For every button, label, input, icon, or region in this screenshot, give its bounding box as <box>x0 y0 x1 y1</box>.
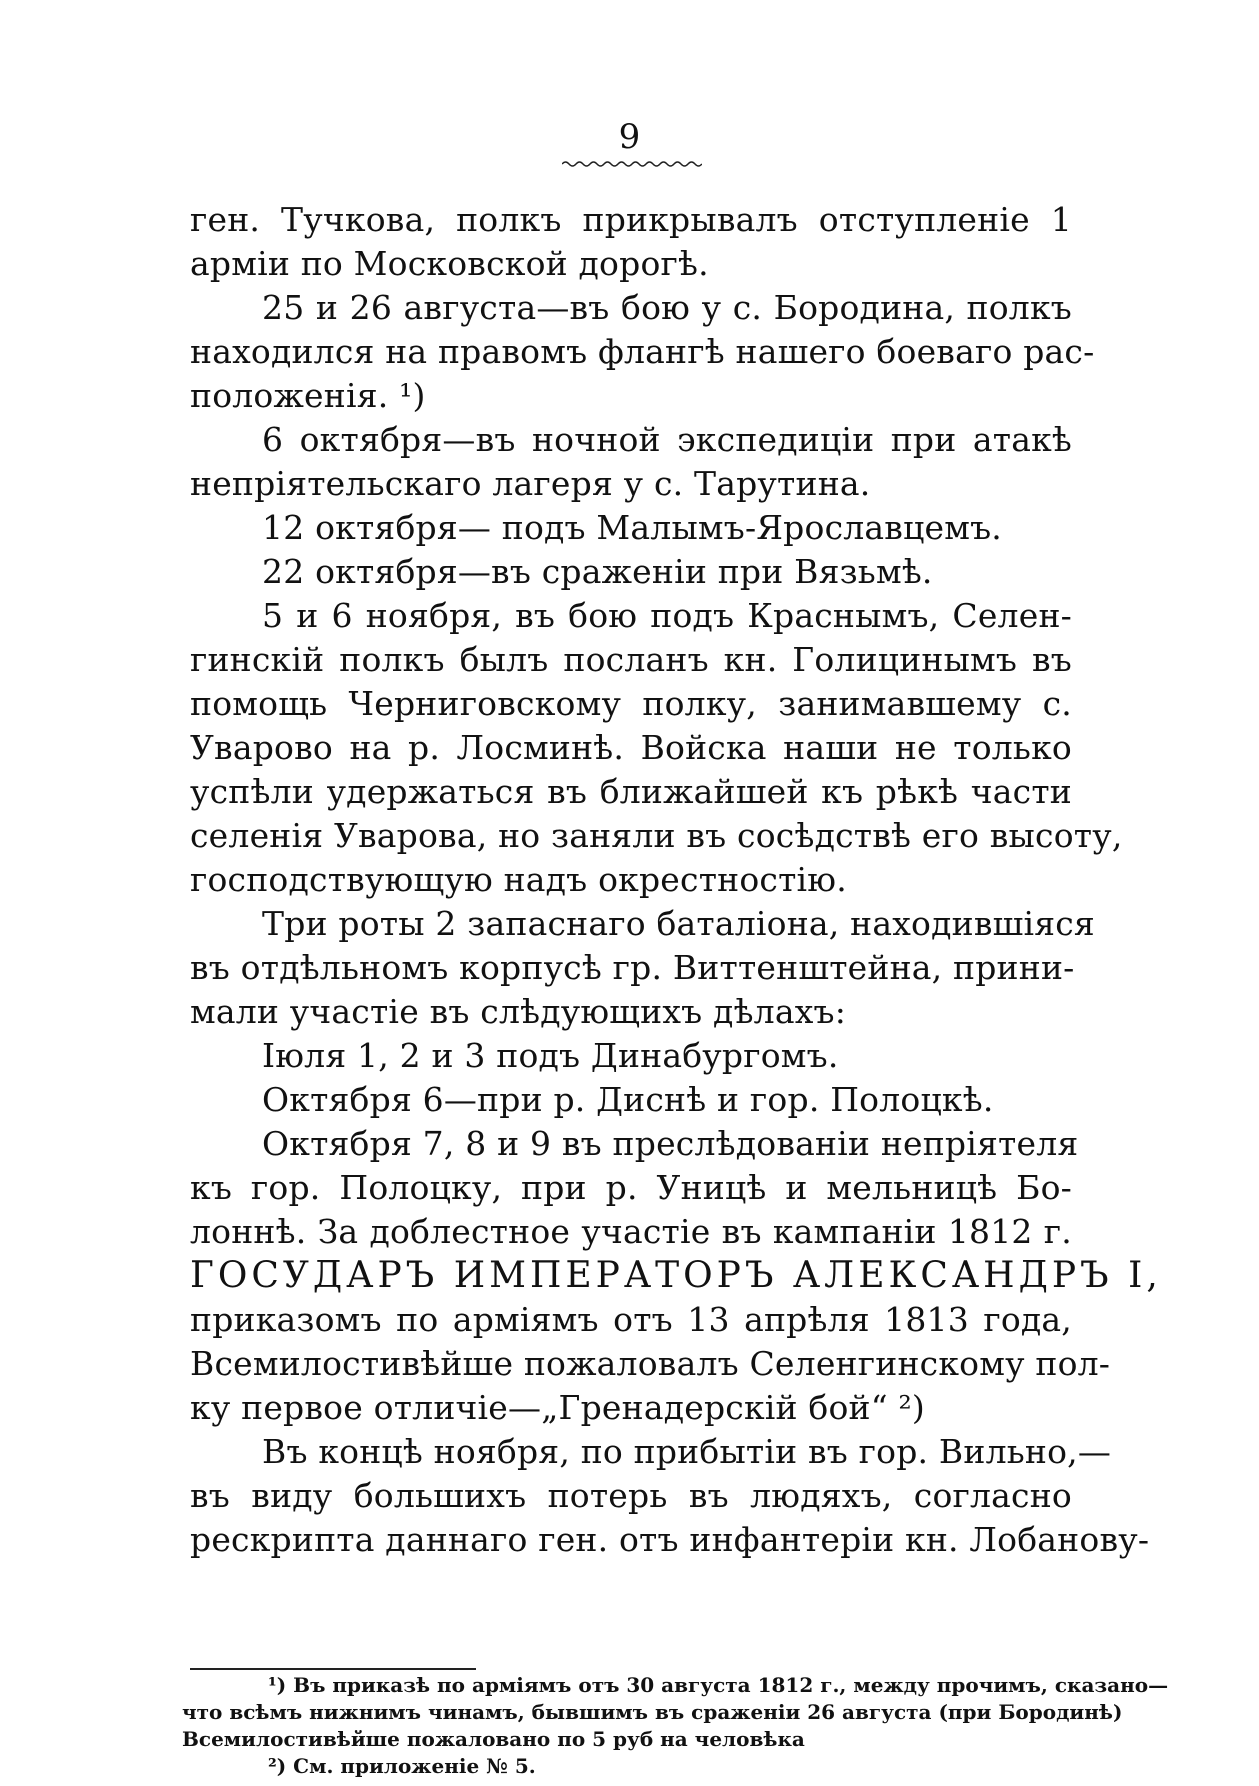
body-text <box>190 198 1162 1562</box>
text-line: селенія Уварова, но заняли въ сосѣдствѣ его высоту, <box>190 816 1123 855</box>
text-line: помощь Черниговскому полку, занимавшему с. <box>190 684 1072 723</box>
footnote-line: что всѣмъ нижнимъ чинамъ, бывшимъ въ сраженіи 26 августа (при Бородинѣ) <box>182 1700 1123 1724</box>
text-line: арміи по Московской дорогѣ. <box>190 244 709 283</box>
wavy-ornament <box>562 160 702 168</box>
footnote-line: Всемилостивѣйше пожаловано по 5 руб на человѣка <box>182 1727 805 1751</box>
text-line: положенія. ¹) <box>190 376 426 415</box>
text-line: гинскій полкъ былъ посланъ кн. Голицинымъ въ <box>190 640 1072 679</box>
text-line: 25 и 26 августа—въ бою у с. Бородина, полкъ <box>262 288 1072 327</box>
text-line: приказомъ по арміямъ отъ 13 апрѣля 1813 года, <box>190 1300 1072 1339</box>
text-line: 22 октября—въ сраженіи при Вязьмѣ. <box>262 552 933 591</box>
text-line: въ отдѣльномъ корпусѣ гр. Виттенштейна, прини- <box>190 948 1075 987</box>
page-number: 9 <box>618 117 641 157</box>
text-line: ку первое отличіе—„Гренадерскій бой“ ²) <box>190 1388 926 1427</box>
footnote-divider <box>190 1668 476 1670</box>
text-line: 6 октября—въ ночной экспедиціи при атакѣ <box>262 420 1072 459</box>
text-line: находился на правомъ флангѣ нашего боеваго рас- <box>190 332 1095 371</box>
text-line: Три роты 2 запаснаго баталіона, находившіяся <box>262 904 1095 943</box>
text-line: Іюля 1, 2 и 3 подъ Динабургомъ. <box>262 1036 839 1075</box>
text-line: 12 октября— подъ Малымъ-Ярославцемъ. <box>262 508 1002 547</box>
text-line: мали участіе въ слѣдующихъ дѣлахъ: <box>190 992 847 1031</box>
text-line: Всемилостивѣйше пожаловалъ Селенгинскому пол- <box>190 1344 1111 1383</box>
text-line: господствующую надъ окрестностію. <box>190 860 847 899</box>
text-line: въ виду большихъ потерь въ людяхъ, согласно <box>190 1476 1072 1515</box>
text-line: Октября 7, 8 и 9 въ преслѣдованіи непріятеля <box>262 1124 1079 1163</box>
text-line: Уварово на р. Лосминѣ. Войска наши не только <box>190 728 1072 767</box>
text-line: ген. Тучкова, полкъ прикрывалъ отступленіе 1 <box>190 200 1072 239</box>
text-line: лоннѣ. За доблестное участіе въ кампаніи 1812 г. <box>190 1212 1072 1251</box>
text-line-caps: ГОСУДАРЪ ИМПЕРАТОРЪ АЛЕКСАНДРЪ I, <box>190 1255 1162 1296</box>
text-line: непріятельскаго лагеря у с. Тарутина. <box>190 464 871 503</box>
text-line: 5 и 6 ноября, въ бою подъ Краснымъ, Селен- <box>262 596 1072 635</box>
text-line: Въ концѣ ноября, по прибытіи въ гор. Вильно,— <box>262 1432 1112 1471</box>
footnotes <box>182 1672 1169 1780</box>
text-line: рескрипта даннаго ген. отъ инфантеріи кн. Лобанову- <box>190 1520 1150 1559</box>
footnote-line: ²) См. приложеніе № 5. <box>268 1754 536 1778</box>
footnote-line: ¹) Въ приказѣ по арміямъ отъ 30 августа 1812 г., между прочимъ, сказано— <box>268 1673 1169 1697</box>
text-line: Октября 6—при р. Диснѣ и гор. Полоцкѣ. <box>262 1080 994 1119</box>
text-line: къ гор. Полоцку, при р. Уницѣ и мельницѣ Бо- <box>190 1168 1072 1207</box>
text-line: успѣли удержаться въ ближайшей къ рѣкѣ части <box>190 772 1072 811</box>
